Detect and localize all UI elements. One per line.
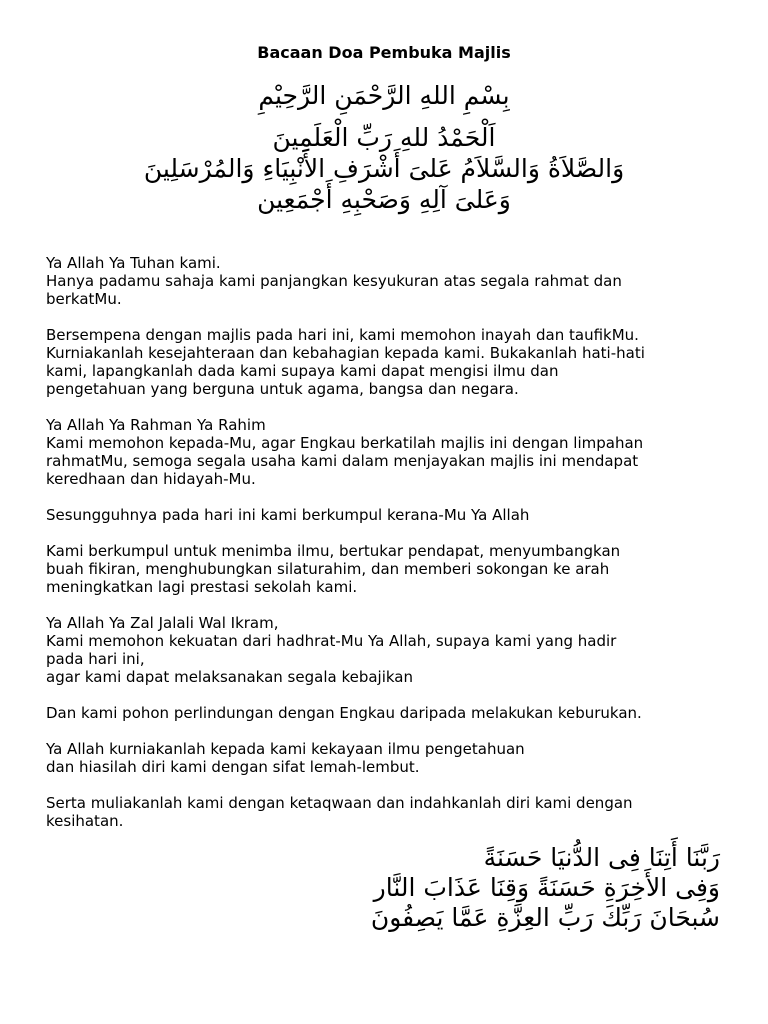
text-line: berkatMu. [46,290,122,308]
arabic-line: وَعَلىَ آلِهِ وَصَحْبِهِ أَجْمَعِين [257,185,511,214]
text-line: pengetahuan yang berguna untuk agama, bangsa dan negara. [46,380,519,398]
paragraph [46,254,645,308]
closing-arabic-prayer [371,843,720,933]
text-line: Kami memohon kekuatan dari hadhrat-Mu Ya Allah, supaya kami yang hadir [46,632,617,650]
text-line: rahmatMu, semoga segala usaha kami dalam menjayakan majlis ini mendapat [46,452,639,470]
text-line: pada hari ini, [46,650,145,668]
text-line: Kurniakanlah kesejahteraan dan kebahagian kepada kami. Bukakanlah hati-hati [46,344,645,362]
prayer-body [46,254,645,848]
paragraph [46,614,645,686]
paragraph [46,542,645,596]
arabic-line: بِسْمِ اللهِ الرَّحْمَنِ الرَّحِيْمِ [258,81,510,110]
paragraph [46,794,645,830]
text-line: Ya Allah Ya Tuhan kami. [46,254,221,272]
text-line: Kami memohon kepada-Mu, agar Engkau berkatilah majlis ini dengan limpahan [46,434,644,452]
paragraph [46,416,645,488]
text-line: Hanya padamu sahaja kami panjangkan kesyukuran atas segala rahmat dan [46,272,622,290]
text-line: Ya Allah kurniakanlah kepada kami kekayaan ilmu pengetahuan [46,740,525,758]
text-line: Ya Allah Ya Rahman Ya Rahim [46,416,266,434]
text-line: keredhaan dan hidayah-Mu. [46,470,256,488]
paragraph [46,326,645,398]
document-title: Bacaan Doa Pembuka Majlis [257,43,511,62]
opening-arabic-prayer [0,80,768,215]
text-line: kesihatan. [46,812,124,830]
text-line: dan hiasilah diri kami dengan sifat lemah-lembut. [46,758,420,776]
arabic-line: سُبحَانَ رَبِّكَ رَبِّ العِزَّةِ عَمَّا يَصِفُونَ [370,903,720,932]
arabic-line: وَالصَّلاَةُ وَالسَّلاَمُ عَلىَ أَشْرَفِ الأَنْبِيَاءِ وَالمُرْسَلِينَ [143,154,625,183]
paragraph [46,740,645,776]
text-line: agar kami dapat melaksanakan segala kebajikan [46,668,413,686]
paragraph [46,506,645,524]
text-line: Kami berkumpul untuk menimba ilmu, bertukar pendapat, menyumbangkan [46,542,621,560]
text-line: Dan kami pohon perlindungan dengan Engkau daripada melakukan keburukan. [46,704,642,722]
text-line: Sesungguhnya pada hari ini kami berkumpul kerana-Mu Ya Allah [46,506,530,524]
text-line: kami, lapangkanlah dada kami supaya kami dapat mengisi ilmu dan [46,362,559,380]
text-line: buah fikiran, menghubungkan silaturahim, dan memberi sokongan ke arah [46,560,610,578]
text-line: Bersempena dengan majlis pada hari ini, kami memohon inayah dan taufikMu. [46,326,639,344]
paragraph [46,704,645,722]
text-line: Ya Allah Ya Zal Jalali Wal Ikram, [46,614,279,632]
arabic-line: اَلْحَمْدُ للهِ رَبِّ الْعَلَمِينَ [272,123,496,152]
arabic-line: وَفِى الأَخِرَةِ حَسَنَةً وَقِنَا عَذَابَ النَّار [373,873,720,902]
arabic-line: رَبَّنَا أَتِنَا فِى الدُّنيَا حَسَنَةً [483,843,720,872]
text-line: Serta muliakanlah kami dengan ketaqwaan dan indahkanlah diri kami dengan [46,794,633,812]
text-line: meningkatkan lagi prestasi sekolah kami. [46,578,358,596]
